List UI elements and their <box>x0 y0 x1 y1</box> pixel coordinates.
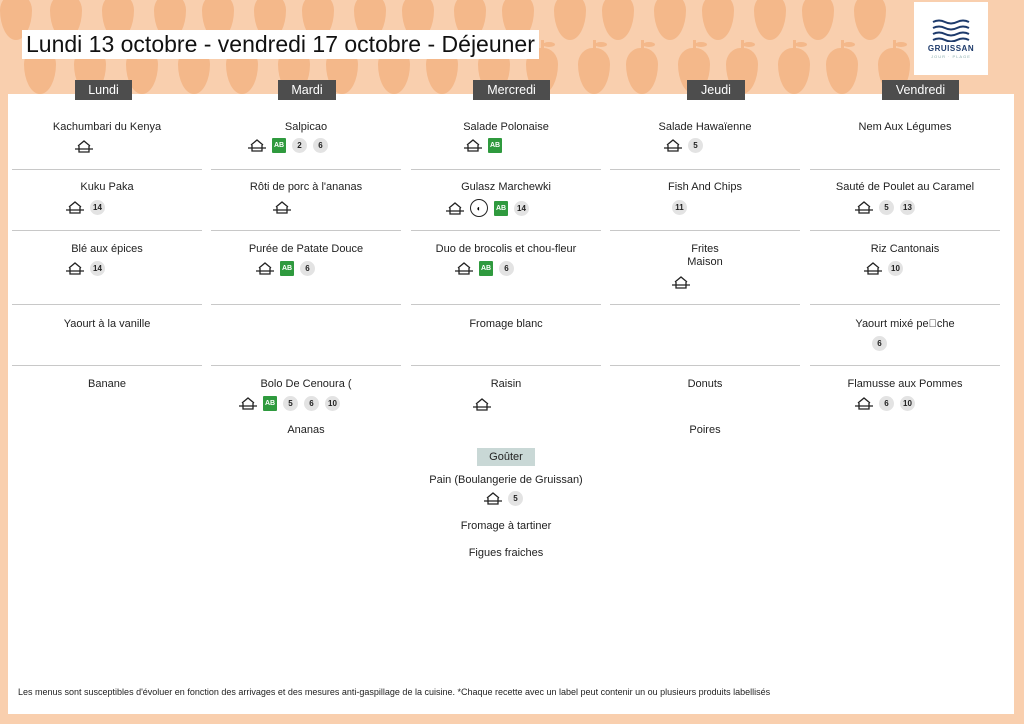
badges-mardi-accompagnement <box>256 261 315 276</box>
house-made-icon <box>455 261 473 276</box>
house-made-icon <box>239 396 257 411</box>
dish-lundi-dessert: Banane <box>88 378 126 390</box>
house-made-icon <box>75 139 93 154</box>
ab-organic-icon: AB <box>272 138 286 153</box>
row-separator <box>12 365 202 366</box>
badges-lundi-plat <box>66 200 105 215</box>
dish-mercredi-accompagnement: Duo de brocolis et chou-fleur <box>435 243 577 255</box>
dish-mercredi-plat: Gulasz Marchewki <box>461 181 551 193</box>
badges-mardi-entree <box>248 138 328 153</box>
row-separator <box>411 365 601 366</box>
badges-mardi-plat <box>273 200 291 215</box>
house-made-icon <box>864 261 882 276</box>
badges-jeudi-plat <box>672 200 687 215</box>
dish-jeudi-dessert: Donuts <box>687 378 723 390</box>
row-separator <box>211 169 401 170</box>
row-separator <box>411 304 601 305</box>
day-header-vendredi: Vendredi <box>882 80 959 100</box>
house-made-icon <box>66 200 84 215</box>
pear-shape <box>824 40 860 96</box>
page-title: Lundi 13 octobre - vendredi 17 octobre - Déjeuner <box>22 30 539 59</box>
house-made-icon <box>273 200 291 215</box>
badges-lundi-accompagnement <box>66 261 105 276</box>
pear-shape <box>600 0 636 42</box>
house-made-icon <box>66 261 84 276</box>
pear-shape <box>852 0 888 42</box>
pear-shape <box>576 40 612 96</box>
allergen-badge: 5 <box>508 491 523 506</box>
house-made-icon <box>855 200 873 215</box>
dish-jeudi-fruit: Poires <box>689 424 721 436</box>
gouter-item-pain: Pain (Boulangerie de Gruissan) <box>429 474 583 486</box>
label-circle-icon: ◐ <box>470 199 488 217</box>
dish-vendredi-accompagnement: Riz Cantonais <box>870 243 940 255</box>
ab-organic-icon: AB <box>488 138 502 153</box>
dish-mardi-accompagnement: Purée de Patate Douce <box>248 243 364 255</box>
pear-shape <box>800 0 836 42</box>
allergen-badge: 14 <box>90 261 105 276</box>
badges-lundi-entree <box>75 139 93 154</box>
allergen-badge: 6 <box>313 138 328 153</box>
row-separator <box>12 169 202 170</box>
logo-subtitle: JOUR · PLAGE <box>931 54 971 59</box>
allergen-badge: 6 <box>879 396 894 411</box>
gruissan-logo <box>914 2 988 75</box>
badges-mercredi-dessert <box>473 397 491 412</box>
row-separator <box>610 169 800 170</box>
allergen-badge: 10 <box>888 261 903 276</box>
row-separator <box>211 230 401 231</box>
dish-vendredi-laitage: Yaourt mixé pe che <box>855 318 955 330</box>
allergen-badge: 6 <box>499 261 514 276</box>
ab-organic-icon: AB <box>479 261 493 276</box>
row-separator <box>610 304 800 305</box>
day-header-mercredi: Mercredi <box>473 80 550 100</box>
badges-jeudi-accompagnement <box>672 275 690 290</box>
pear-shape <box>552 0 588 42</box>
dish-lundi-plat: Kuku Paka <box>80 181 134 193</box>
allergen-badge: 14 <box>90 200 105 215</box>
badges-mercredi-accompagnement <box>455 261 514 276</box>
row-separator <box>211 365 401 366</box>
gouter-item-figues: Figues fraiches <box>468 547 544 559</box>
pear-shape <box>776 40 812 96</box>
badges-mercredi-plat <box>446 199 529 217</box>
house-made-icon <box>855 396 873 411</box>
dish-lundi-entree: Kachumbari du Kenya <box>52 121 162 133</box>
ab-organic-icon: AB <box>280 261 294 276</box>
pear-shape <box>652 0 688 42</box>
row-separator <box>610 365 800 366</box>
house-made-icon <box>446 201 464 216</box>
dish-mercredi-laitage: Fromage blanc <box>469 318 543 330</box>
allergen-badge: 5 <box>283 396 298 411</box>
badges-vendredi-dessert <box>855 396 915 411</box>
house-made-icon <box>664 138 682 153</box>
dish-lundi-accompagnement: Blé aux épices <box>71 243 143 255</box>
row-separator <box>12 304 202 305</box>
waves-icon <box>931 18 971 42</box>
badges-vendredi-accompagnement <box>864 261 903 276</box>
house-made-icon <box>248 138 266 153</box>
dish-jeudi-entree: Salade Hawaïenne <box>658 121 752 133</box>
dish-vendredi-entree: Nem Aux Légumes <box>858 121 952 133</box>
row-separator <box>12 230 202 231</box>
badges-mardi-dessert <box>239 396 340 411</box>
allergen-badge: 11 <box>672 200 687 215</box>
gouter-item-fromage: Fromage à tartiner <box>460 520 552 532</box>
logo-text: GRUISSAN <box>927 44 975 53</box>
dish-vendredi-plat: Sauté de Poulet au Caramel <box>835 181 975 193</box>
pear-shape <box>752 0 788 42</box>
row-separator <box>610 230 800 231</box>
row-separator <box>810 169 1000 170</box>
badges-jeudi-entree <box>664 138 703 153</box>
allergen-badge: 6 <box>872 336 887 351</box>
dish-jeudi-accompagnement: Frites <box>691 243 719 255</box>
row-separator <box>810 365 1000 366</box>
row-separator <box>411 169 601 170</box>
ab-organic-icon: AB <box>494 201 508 216</box>
allergen-badge: 5 <box>879 200 894 215</box>
dish-mercredi-entree: Salade Polonaise <box>463 121 549 133</box>
dish-vendredi-dessert: Flamusse aux Pommes <box>847 378 963 390</box>
dish-jeudi-accompagnement-2: Maison <box>687 256 723 268</box>
row-separator <box>211 304 401 305</box>
badges-vendredi-plat <box>855 200 915 215</box>
gouter-label: Goûter <box>477 448 535 466</box>
allergen-badge: 13 <box>900 200 915 215</box>
row-separator <box>810 304 1000 305</box>
house-made-icon <box>672 275 690 290</box>
dish-jeudi-plat: Fish And Chips <box>668 181 742 193</box>
day-header-mardi: Mardi <box>278 80 336 100</box>
ab-organic-icon: AB <box>263 396 277 411</box>
dish-lundi-laitage: Yaourt à la vanille <box>63 318 151 330</box>
dish-mercredi-dessert: Raisin <box>490 378 522 390</box>
badges-vendredi-laitage <box>872 336 887 351</box>
dish-mardi-fruit: Ananas <box>287 424 325 436</box>
badges-gouter-pain <box>484 491 523 506</box>
dish-mardi-entree: Salpicao <box>284 121 328 133</box>
house-made-icon <box>464 138 482 153</box>
day-header-lundi: Lundi <box>75 80 132 100</box>
allergen-badge: 2 <box>292 138 307 153</box>
pear-shape <box>700 0 736 42</box>
allergen-badge: 5 <box>688 138 703 153</box>
row-separator <box>810 230 1000 231</box>
allergen-badge: 14 <box>514 201 529 216</box>
footer-disclaimer: Les menus sont susceptibles d'évoluer en fonction des arrivages et des mesures anti-gaspillage de la cuisine. *Chaque recette avec un label peut contenir un ou plusieurs produits labellisés <box>18 687 771 697</box>
badges-mercredi-entree <box>464 138 502 153</box>
dish-mardi-dessert: Bolo De Cenoura ( <box>260 378 352 390</box>
allergen-badge: 6 <box>304 396 319 411</box>
dish-mardi-plat: Rôti de porc à l'ananas <box>249 181 363 193</box>
allergen-badge: 10 <box>325 396 340 411</box>
allergen-badge: 10 <box>900 396 915 411</box>
pear-shape <box>624 40 660 96</box>
row-separator <box>411 230 601 231</box>
house-made-icon <box>484 491 502 506</box>
allergen-badge: 6 <box>300 261 315 276</box>
house-made-icon <box>473 397 491 412</box>
house-made-icon <box>256 261 274 276</box>
day-header-jeudi: Jeudi <box>687 80 745 100</box>
